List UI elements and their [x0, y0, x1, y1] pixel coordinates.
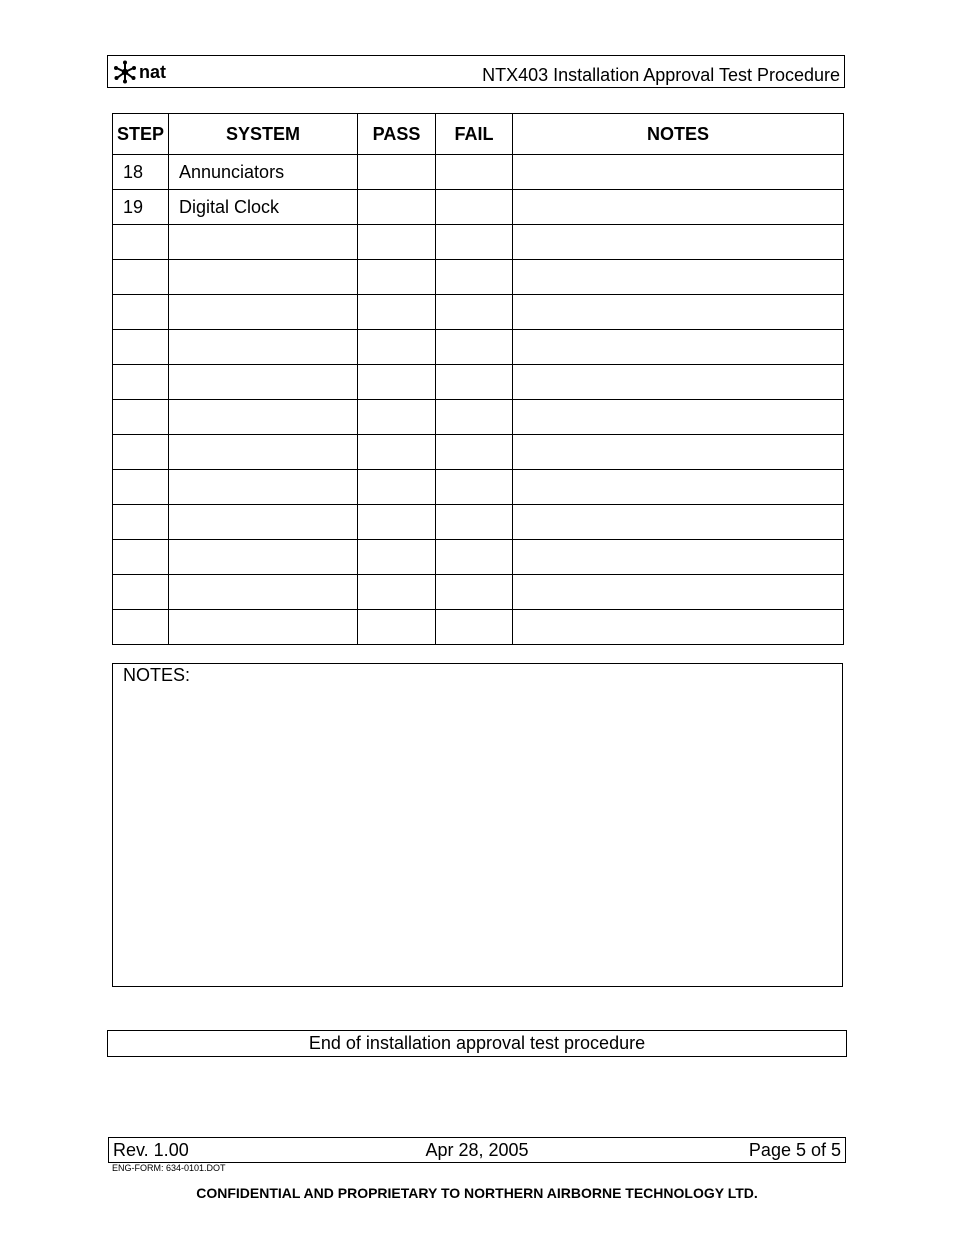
svg-text:nat: nat — [139, 62, 166, 82]
cell-system — [169, 505, 358, 540]
cell-notes — [513, 470, 844, 505]
cell-notes — [513, 365, 844, 400]
cell-fail — [436, 365, 513, 400]
cell-system: Digital Clock — [169, 190, 358, 225]
cell-step: 19 — [113, 190, 169, 225]
table-row — [113, 610, 844, 645]
column-header-notes: NOTES — [513, 114, 844, 155]
cell-pass — [358, 190, 436, 225]
cell-system — [169, 400, 358, 435]
cell-pass — [358, 155, 436, 190]
cell-fail — [436, 155, 513, 190]
table-row — [113, 295, 844, 330]
cell-step — [113, 435, 169, 470]
table-row — [113, 190, 844, 225]
cell-fail — [436, 505, 513, 540]
cell-step — [113, 610, 169, 645]
cell-system — [169, 295, 358, 330]
test-steps-table — [112, 113, 844, 645]
cell-pass — [358, 330, 436, 365]
column-header-step: STEP — [113, 114, 169, 155]
cell-step — [113, 330, 169, 365]
date-label: Apr 28, 2005 — [425, 1140, 529, 1160]
table-row — [113, 400, 844, 435]
cell-fail — [436, 470, 513, 505]
cell-fail — [436, 260, 513, 295]
cell-step — [113, 540, 169, 575]
nat-logo — [112, 59, 192, 85]
cell-notes — [513, 610, 844, 645]
page-footer — [108, 1137, 846, 1163]
table-row — [113, 540, 844, 575]
cell-fail — [436, 330, 513, 365]
cell-step — [113, 295, 169, 330]
cell-system — [169, 575, 358, 610]
cell-notes — [513, 260, 844, 295]
table-row — [113, 260, 844, 295]
cell-pass — [358, 400, 436, 435]
column-header-system: SYSTEM — [169, 114, 358, 155]
cell-fail — [436, 575, 513, 610]
cell-system — [169, 225, 358, 260]
confidential-notice: CONFIDENTIAL AND PROPRIETARY TO NORTHERN AIRBORNE TECHNOLOGY LTD. — [196, 1185, 758, 1201]
cell-fail — [436, 435, 513, 470]
cell-system — [169, 610, 358, 645]
cell-step: 18 — [113, 155, 169, 190]
cell-pass — [358, 365, 436, 400]
cell-notes — [513, 330, 844, 365]
document-title: NTX403 Installation Approval Test Procedure — [482, 65, 840, 85]
cell-fail — [436, 295, 513, 330]
form-id: ENG-FORM: 634-0101.DOT — [112, 1163, 226, 1173]
cell-fail — [436, 400, 513, 435]
cell-step — [113, 470, 169, 505]
cell-fail — [436, 225, 513, 260]
table-row — [113, 575, 844, 610]
cell-system — [169, 330, 358, 365]
table-header-row — [113, 114, 844, 155]
cell-step — [113, 575, 169, 610]
cell-pass — [358, 575, 436, 610]
cell-system: Annunciators — [169, 155, 358, 190]
cell-system — [169, 540, 358, 575]
table-row — [113, 435, 844, 470]
cell-step — [113, 505, 169, 540]
cell-step — [113, 400, 169, 435]
cell-system — [169, 260, 358, 295]
cell-step — [113, 260, 169, 295]
table-row — [113, 470, 844, 505]
cell-step — [113, 225, 169, 260]
cell-pass — [358, 295, 436, 330]
table-row — [113, 505, 844, 540]
cell-notes — [513, 400, 844, 435]
cell-step — [113, 365, 169, 400]
table-row — [113, 225, 844, 260]
table-row — [113, 155, 844, 190]
cell-notes — [513, 295, 844, 330]
cell-fail — [436, 190, 513, 225]
cell-notes — [513, 225, 844, 260]
cell-notes — [513, 435, 844, 470]
cell-notes — [513, 540, 844, 575]
table-row — [113, 365, 844, 400]
cell-notes — [513, 190, 844, 225]
cell-system — [169, 470, 358, 505]
notes-box — [112, 663, 843, 987]
table-row — [113, 330, 844, 365]
column-header-fail: FAIL — [436, 114, 513, 155]
cell-fail — [436, 610, 513, 645]
cell-pass — [358, 505, 436, 540]
cell-pass — [358, 260, 436, 295]
cell-pass — [358, 470, 436, 505]
cell-fail — [436, 540, 513, 575]
column-header-pass: PASS — [358, 114, 436, 155]
cell-pass — [358, 435, 436, 470]
cell-pass — [358, 610, 436, 645]
page-header — [107, 55, 845, 88]
cell-notes — [513, 505, 844, 540]
cell-notes — [513, 155, 844, 190]
revision-label: Rev. 1.00 — [113, 1140, 189, 1160]
cell-pass — [358, 225, 436, 260]
cell-pass — [358, 540, 436, 575]
end-of-procedure-banner: End of installation approval test procedure — [107, 1030, 847, 1057]
notes-label: NOTES: — [123, 665, 191, 685]
cell-notes — [513, 575, 844, 610]
cell-system — [169, 365, 358, 400]
cell-system — [169, 435, 358, 470]
page-number: Page 5 of 5 — [748, 1140, 841, 1160]
